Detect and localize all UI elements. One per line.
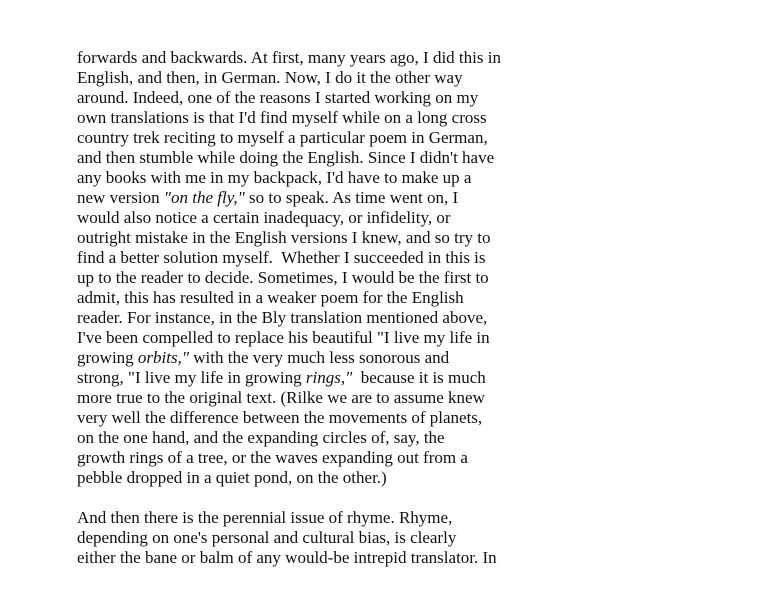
text-line	[77, 188, 517, 208]
text-line	[77, 368, 517, 388]
text-run: so to speak. As time went on, I	[244, 188, 459, 207]
text-line	[77, 128, 517, 148]
text-run: because it is much	[352, 368, 486, 387]
text-line	[77, 348, 517, 368]
text-run: very well the difference between the movements of planets,	[77, 408, 483, 427]
text-line	[77, 428, 517, 448]
text-line	[77, 228, 517, 248]
text-run: country trek reciting to myself a particular poem in German,	[77, 128, 488, 147]
text-run: depending on one's personal and cultural bias, is clearly	[77, 528, 457, 547]
text-line	[77, 468, 517, 488]
text-line	[77, 108, 517, 128]
text-line	[77, 328, 517, 348]
text-line	[77, 528, 517, 548]
text-line	[77, 548, 517, 568]
text-run: either the bane or balm of any would-be intrepid translator. In	[77, 548, 497, 567]
text-run: any books with me in my backpack, I'd have to make up a	[77, 168, 472, 187]
paragraph	[77, 508, 517, 568]
text-run: I've been compelled to replace his beautiful "I live my life in	[77, 328, 490, 347]
italic-text: rings,"	[305, 368, 353, 387]
text-run: with the very much less sonorous and	[189, 348, 450, 367]
text-run: admit, this has resulted in a weaker poem for the English	[77, 288, 464, 307]
text-line	[77, 448, 517, 468]
text-line	[77, 268, 517, 288]
text-run: up to the reader to decide. Sometimes, I would be the first to	[77, 268, 489, 287]
text-line	[77, 508, 517, 528]
text-run: own translations is that I'd find myself while on a long cross	[77, 108, 487, 127]
text-run: find a better solution myself. Whether I succeeded in this is	[77, 248, 486, 267]
text-run: outright mistake in the English versions I knew, and so try to	[77, 228, 491, 247]
text-line	[77, 88, 517, 108]
italic-text: orbits,"	[137, 348, 189, 367]
text-run: on the one hand, and the expanding circles of, say, the	[77, 428, 445, 447]
text-run: growth rings of a tree, or the waves expanding out from a	[77, 448, 468, 467]
text-run: new version	[77, 188, 164, 207]
text-line	[77, 48, 517, 68]
paragraph	[77, 48, 517, 488]
text-run: growing	[77, 348, 138, 367]
text-line	[77, 288, 517, 308]
text-line	[77, 168, 517, 188]
text-run: would also notice a certain inadequacy, or infidelity, or	[77, 208, 451, 227]
text-run: And then there is the perennial issue of rhyme. Rhyme,	[77, 508, 453, 527]
text-run: strong, "I live my life in growing	[77, 368, 306, 387]
text-run: around. Indeed, one of the reasons I started working on my	[77, 88, 479, 107]
italic-text: "on the fly,"	[163, 188, 245, 207]
text-run: reader. For instance, in the Bly translation mentioned above,	[77, 308, 488, 327]
text-line	[77, 148, 517, 168]
text-line	[77, 388, 517, 408]
text-run: pebble dropped in a quiet pond, on the other.)	[77, 468, 387, 487]
text-line	[77, 208, 517, 228]
text-line	[77, 68, 517, 88]
text-run: more true to the original text. (Rilke we are to assume knew	[77, 388, 485, 407]
text-run: and then stumble while doing the English. Since I didn't have	[77, 148, 495, 167]
text-line	[77, 248, 517, 268]
text-run: English, and then, in German. Now, I do it the other way	[77, 68, 463, 87]
text-line	[77, 408, 517, 428]
body-text	[77, 48, 517, 568]
text-run: forwards and backwards. At first, many years ago, I did this in	[77, 48, 501, 67]
text-line	[77, 308, 517, 328]
